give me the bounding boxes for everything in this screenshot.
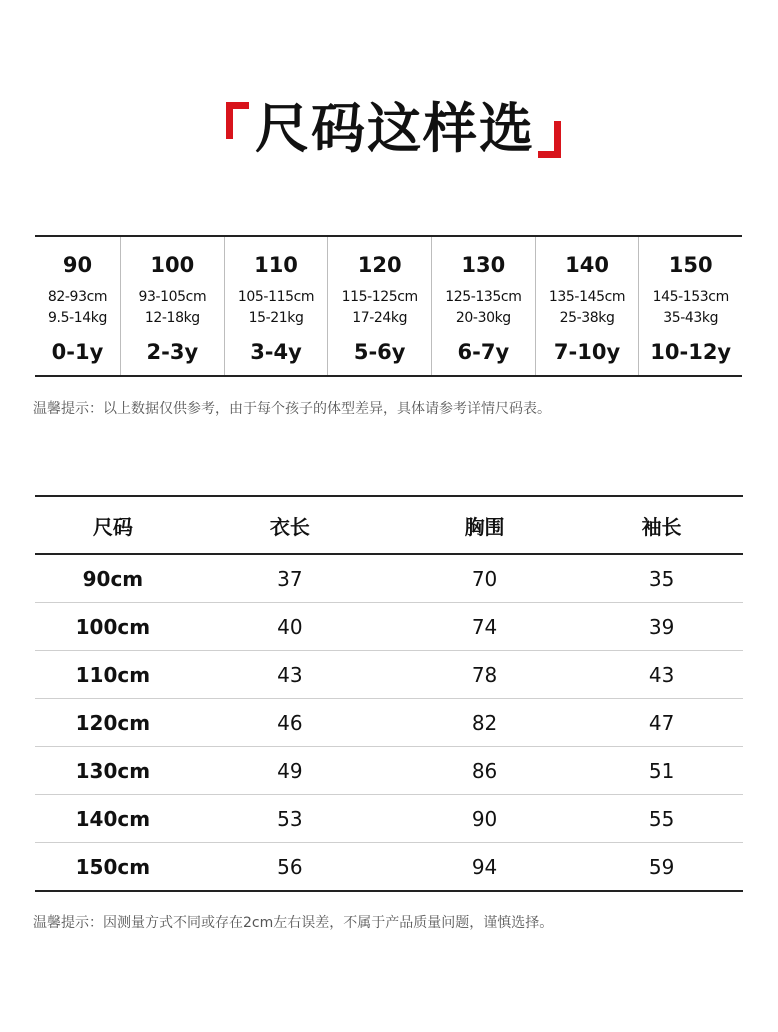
age-range: 0-1y (51, 340, 104, 364)
cell-size: 90cm (35, 554, 191, 603)
column-header-size: 尺码 (35, 496, 191, 554)
weight-range: 25-38kg (559, 310, 615, 326)
table-row (35, 747, 743, 795)
table-row (35, 554, 743, 603)
size-label: 120 (357, 253, 402, 277)
size-label: 150 (668, 253, 713, 277)
cell-sleeve: 59 (580, 843, 743, 892)
weight-range: 12-18kg (144, 310, 200, 326)
cell-sleeve: 55 (580, 795, 743, 843)
title-text: 尺码这样选 (255, 97, 535, 160)
cell-size: 100cm (35, 603, 191, 651)
cell-sleeve: 39 (580, 603, 743, 651)
column-header-chest: 胸围 (389, 496, 580, 554)
cell-length: 49 (191, 747, 389, 795)
size-column (225, 237, 329, 375)
age-range: 6-7y (457, 340, 510, 364)
cell-length: 53 (191, 795, 389, 843)
size-label: 90 (62, 253, 93, 277)
weight-range: 15-21kg (248, 310, 304, 326)
height-range: 115-125cm (341, 289, 418, 305)
height-range: 93-105cm (138, 289, 207, 305)
age-range: 2-3y (146, 340, 199, 364)
cell-size: 150cm (35, 843, 191, 892)
height-range: 105-115cm (237, 289, 315, 305)
height-range: 145-153cm (652, 289, 729, 305)
cell-chest: 82 (389, 699, 580, 747)
weight-range: 35-43kg (663, 310, 719, 326)
cell-chest: 70 (389, 554, 580, 603)
size-label: 110 (254, 253, 298, 277)
column-header-sleeve: 袖长 (580, 496, 743, 554)
table-row (35, 603, 743, 651)
height-range: 125-135cm (445, 289, 522, 305)
size-column (432, 237, 536, 375)
cell-chest: 94 (389, 843, 580, 892)
cell-length: 56 (191, 843, 389, 892)
cell-chest: 74 (389, 603, 580, 651)
cell-size: 120cm (35, 699, 191, 747)
age-range: 3-4y (250, 340, 302, 364)
cell-chest: 90 (389, 795, 580, 843)
size-chart-tip: 温馨提示：以上数据仅供参考，由于每个孩子的体型差异，具体请参考详情尺码表。 (33, 401, 551, 417)
measurement-tip: 温馨提示：因测量方式不同或存在2cm左右误差，不属于产品质量问题，谨慎选择。 (33, 915, 554, 931)
column-header-length: 衣长 (191, 496, 389, 554)
height-range: 135-145cm (548, 289, 626, 305)
table-row (35, 795, 743, 843)
table-row (35, 843, 743, 892)
size-column (35, 237, 121, 375)
size-label: 100 (150, 253, 195, 277)
open-bracket-icon (226, 102, 249, 139)
cell-size: 140cm (35, 795, 191, 843)
cell-chest: 86 (389, 747, 580, 795)
size-column (536, 237, 640, 375)
weight-range: 17-24kg (352, 310, 408, 326)
size-label: 130 (461, 253, 506, 277)
cell-size: 130cm (35, 747, 191, 795)
table-row (35, 699, 743, 747)
height-range: 82-93cm (47, 289, 108, 305)
cell-size: 110cm (35, 651, 191, 699)
measurement-table (35, 495, 743, 892)
size-column (328, 237, 432, 375)
size-column (121, 237, 225, 375)
close-bracket-icon (538, 121, 561, 158)
cell-sleeve: 35 (580, 554, 743, 603)
size-chart (35, 235, 742, 377)
cell-sleeve: 51 (580, 747, 743, 795)
cell-sleeve: 43 (580, 651, 743, 699)
age-range: 10-12y (650, 340, 732, 364)
cell-length: 40 (191, 603, 389, 651)
weight-range: 20-30kg (455, 310, 511, 326)
size-column (639, 237, 742, 375)
age-range: 7-10y (553, 340, 621, 364)
cell-chest: 78 (389, 651, 580, 699)
cell-length: 46 (191, 699, 389, 747)
age-range: 5-6y (353, 340, 406, 364)
table-header-row (35, 496, 743, 554)
page-title (0, 88, 778, 168)
table-row (35, 651, 743, 699)
cell-sleeve: 47 (580, 699, 743, 747)
cell-length: 37 (191, 554, 389, 603)
weight-range: 9.5-14kg (48, 310, 107, 326)
size-label: 140 (565, 253, 609, 277)
cell-length: 43 (191, 651, 389, 699)
